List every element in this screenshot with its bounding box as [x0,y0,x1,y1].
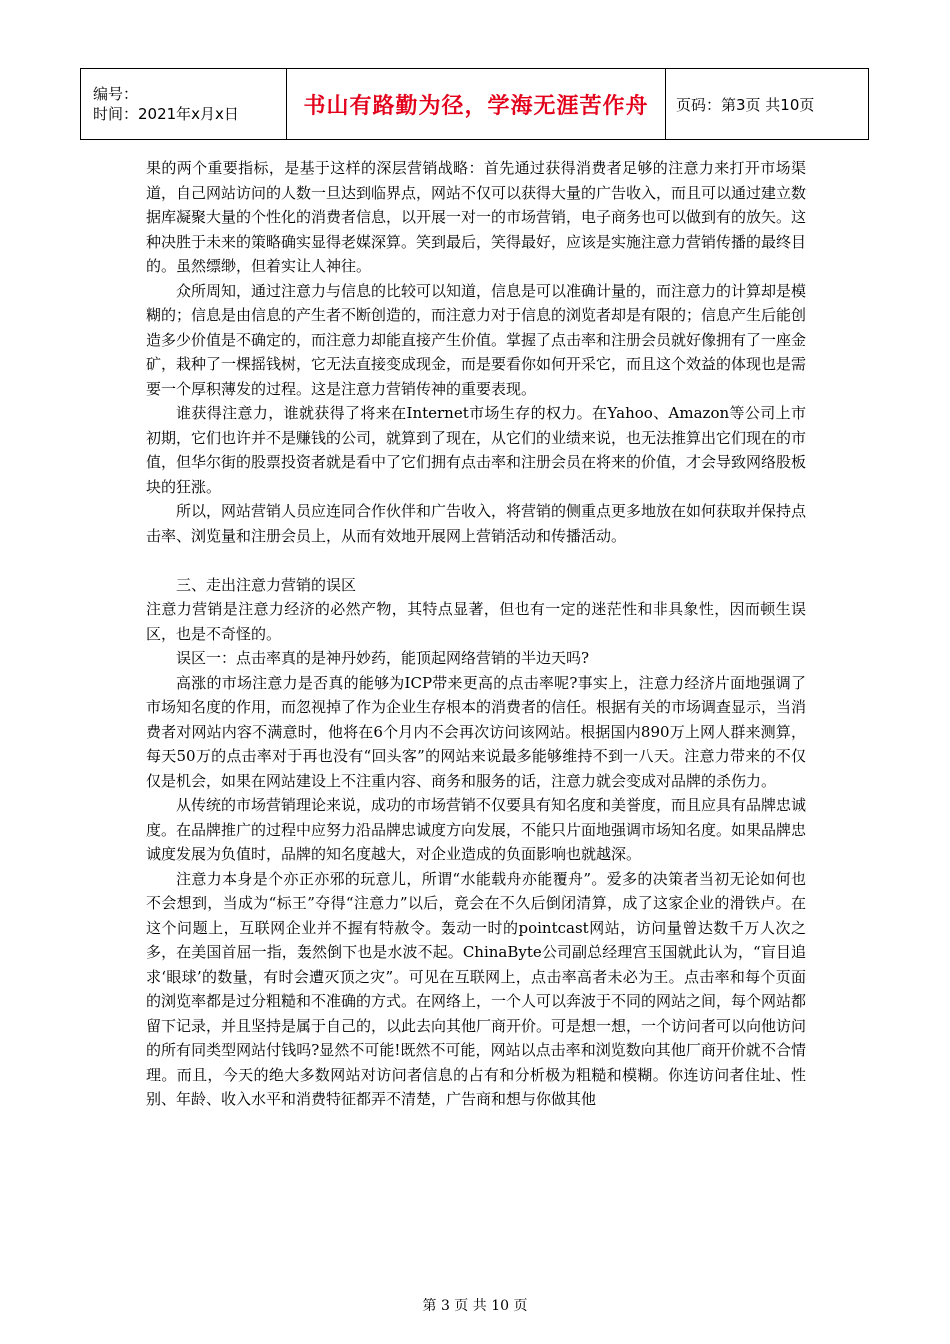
header-motto: 书山有路勤为径，学海无涯苦作舟 [303,93,649,119]
body-paragraph: 从传统的市场营销理论来说，成功的市场营销不仅要具有知名度和美誉度，而且应具有品牌忠诚度。在品牌推广的过程中应努力沿品牌忠诚度方向发展，不能只片面地强调市场知名度。如果品牌忠诚度发展为负值时，品牌的知名度越大，对企业造成的负面影响也就越深。 [146,796,807,863]
body-paragraph: 注意力本身是个亦正亦邪的玩意儿，所谓“水能载舟亦能覆舟”。爱多的决策者当初无论如何也不会想到，当成为“标王”夺得“注意力”以后，竟会在不久后倒闭清算，成了这家企业的滑铁卢。在这个问题上，互联网企业并不握有特赦令。轰动一时的pointcast网站，访问量曾达数千万人次之多，在美国首屈一指，轰然倒下也是水波不起。ChinaByte公司副总经理宫玉国就此认为，“盲目追求‘眼球’的数量，有时会遭灭顶之灾”。可见在互联网上，点击率高者未必为王。点击率和每个页面的浏览率都是过分粗糙和不准确的方式。在网络上，一个人可以奔波于不同的网站之间，每个网站都留下记录，并且坚持是属于自己的，以此去向其他厂商开价。可是想一想，一个访问者可以向他访问的所有同类型网站付钱吗?显然不可能!既然不可能，网站以点击率和浏览数向其他厂商开价就不合情理。而且，今天的绝大多数网站对访问者信息的占有和分析极为粗糙和模糊。你连访问者住址、性别、年龄、收入水平和消费特征都弄不清楚，广告商和想与你做其他 [146,869,807,1108]
page-header [80,68,869,140]
section-heading: 三、走出注意力营销的误区 [176,575,357,594]
body-paragraph: 谁获得注意力，谁就获得了将来在Internet市场生存的权力。在Yahoo、Amazon等公司上市初期，它们也许并不是赚钱的公司，就算到了现在，从它们的业绩来说，也无法推算出它们现在的市值，但华尔街的股票投资者就是看中了它们拥有点击率和注册会员在将来的价值，才会导致网络股板块的狂涨。 [146,404,807,496]
header-page-label: 页码：第3页 共10页 [676,95,815,114]
body-paragraph: 众所周知，通过注意力与信息的比较可以知道，信息是可以准确计量的，而注意力的计算却是模糊的；信息是由信息的产生者不断创造的，而注意力对于信息的浏览者却是有限的；信息产生后能创造多少价值是不确定的，而注意力却能直接产生价值。掌握了点击率和注册会员就好像拥有了一座金矿，栽种了一棵摇钱树，它无法直接变成现金，而是要看你如何开采它，而且这个效益的体现也是需要一个厚积薄发的过程。这是注意力营销传神的重要表现。 [146,281,807,398]
document-time-label: 时间：2021年x月x日 [93,105,239,123]
header-page-cell [666,69,869,140]
header-meta [81,69,287,140]
body-paragraph: 所以，网站营销人员应连同合作伙伴和广告收入，将营销的侧重点更多地放在如何获取并保持点击率、浏览量和注册会员上，从而有效地开展网上营销活动和传播活动。 [146,502,807,545]
page-footer: 第 3 页 共 10 页 [422,1298,528,1314]
body-paragraph: 果的两个重要指标，是基于这样的深层营销战略：首先通过获得消费者足够的注意力来打开市场渠道，自己网站访问的人数一旦达到临界点，网站不仅可以获得大量的广告收入，而且可以通过建立数据库凝聚大量的个性化的消费者信息，以开展一对一的市场营销，电子商务也可以做到有的放矢。这种决胜于未来的策略确实显得老媒深算。笑到最后，笑得最好，应该是实施注意力营销传播的最终目的。虽然缥缈，但着实让人神往。 [146,159,807,275]
body-paragraph: 注意力营销是注意力经济的必然产物，其特点显著，但也有一定的迷茫性和非具象性，因而顿生误区，也是不奇怪的。 [146,600,806,643]
blank-line [146,548,806,573]
subsection-heading: 误区一：点击率真的是神丹妙药，能顶起网络营销的半边天吗? [176,649,590,667]
document-body [146,156,806,1112]
header-motto-cell [287,69,666,140]
body-paragraph: 高涨的市场注意力是否真的能够为ICP带来更高的点击率呢?事实上，注意力经济片面地强调了市场知名度的作用，而忽视掉了作为企业生存根本的消费者的信任。根据有关的市场调查显示，当消费者对网站内容不满意时，他将在6个月内不会再次访问该网站。根据国内890万上网人群来测算，每天50万的点击率对于再也没有“回头客”的网站来说最多能够维持不到一八天。注意力带来的不仅仅是机会，如果在网站建设上不注重内容、商务和服务的话，注意力就会变成对品牌的杀伤力。 [146,673,807,790]
document-number-label: 编号： [93,85,139,103]
